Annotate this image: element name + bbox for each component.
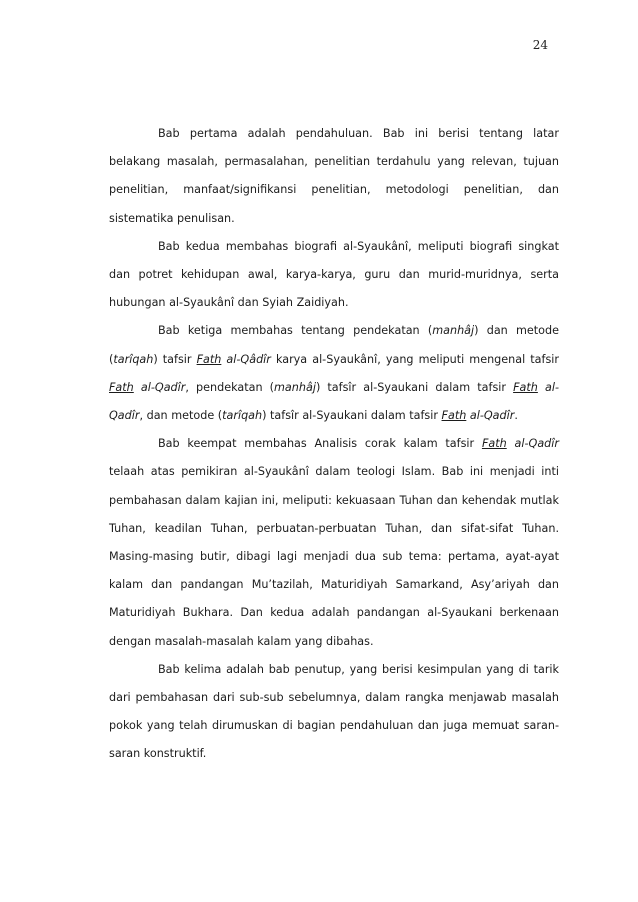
text-segment: , pendekatan ( — [185, 380, 275, 394]
term-manhaj: manhâj — [432, 324, 475, 338]
term-fath: Fath — [196, 352, 222, 366]
term-fath: Fath — [109, 380, 134, 394]
term-al-qadir: al-Qâdîr — [221, 352, 271, 366]
paragraph-bab-ketiga — [109, 317, 559, 430]
term-al-qadir: al-Qadîr — [109, 380, 559, 423]
text-segment: ) tafsîr al-Syaukani dalam tafsir — [262, 409, 442, 423]
text-segment: . — [514, 409, 518, 423]
paragraph-bab-pertama: Bab pertama adalah pendahuluan. Bab ini berisi tentang latar belakang masalah, permasalahan, penelitian terdahulu yang relevan, tujuan penelitian, manfaat/signifikansi penelitian, metodologi penelitian, dan sistematika penulisan. — [109, 127, 559, 225]
text-segment: ) tafsir — [153, 352, 197, 366]
paragraph-bab-kedua: Bab kedua membahas biografi al-Syaukânî, meliputi biografi singkat dan potret kehidupan awal, karya-karya, guru dan murid-muridnya, serta hubungan al-Syaukânî dan Syiah Zaidiyah. — [109, 239, 559, 310]
term-al-qadir: al-Qadîr — [133, 380, 186, 394]
page-number: 24 — [532, 38, 548, 52]
term-al-qadir: al-Qadîr — [506, 437, 559, 451]
text-segment: ) dan metode ( — [109, 324, 559, 366]
term-fath: Fath — [441, 409, 467, 423]
paragraph-bab-kelima: Bab kelima adalah bab penutup, yang berisi kesimpulan yang di tarik dari pembahasan dari sub-sub sebelumnya, dalam rangka menjawab masalah pokok yang telah dirumuskan di bagian pendahuluan dan juga memuat saran-saran konstruktif. — [109, 662, 559, 761]
term-tariqah: tarîqah — [113, 352, 154, 366]
term-tariqah: tarîqah — [222, 409, 263, 423]
term-manhaj: manhâj — [274, 380, 316, 394]
term-al-qadir: al-Qadîr — [466, 409, 515, 423]
text-segment: telaah atas pemikiran al-Syaukânî dalam teologi Islam. Bab ini menjadi inti pembahasan dalam kajian ini, meliputi: kekuasaan Tuhan dan kehendak mutlak Tuhan, keadilan Tuhan, perbuatan-perbuatan Tuhan, dan sifat-sifat Tuhan. Masing-masing butir, dibagi lagi menjadi dua sub tema: pertama, ayat-ayat kalam dan pandangan Mu’tazilah, Maturidiyah Samarkand, Asy’ariyah dan Maturidiyah Bukhara. Dan kedua adalah pandangan al-Syaukani berkenaan dengan masalah-masalah kalam yang dibahas. — [109, 465, 559, 648]
body-text — [109, 120, 559, 769]
text-segment: ) tafsîr al-Syaukani dalam tafsir — [315, 380, 514, 394]
term-fath: Fath — [513, 380, 538, 394]
text-segment: Bab keempat membahas Analisis corak kalam tafsir — [158, 437, 482, 451]
text-segment: Bab ketiga membahas tentang pendekatan ( — [158, 324, 433, 338]
text-segment: , dan metode ( — [139, 409, 223, 423]
paragraph-bab-keempat — [109, 430, 559, 656]
text-segment: karya al-Syaukânî, yang meliputi mengenal tafsir — [270, 352, 559, 366]
term-fath: Fath — [481, 437, 507, 451]
